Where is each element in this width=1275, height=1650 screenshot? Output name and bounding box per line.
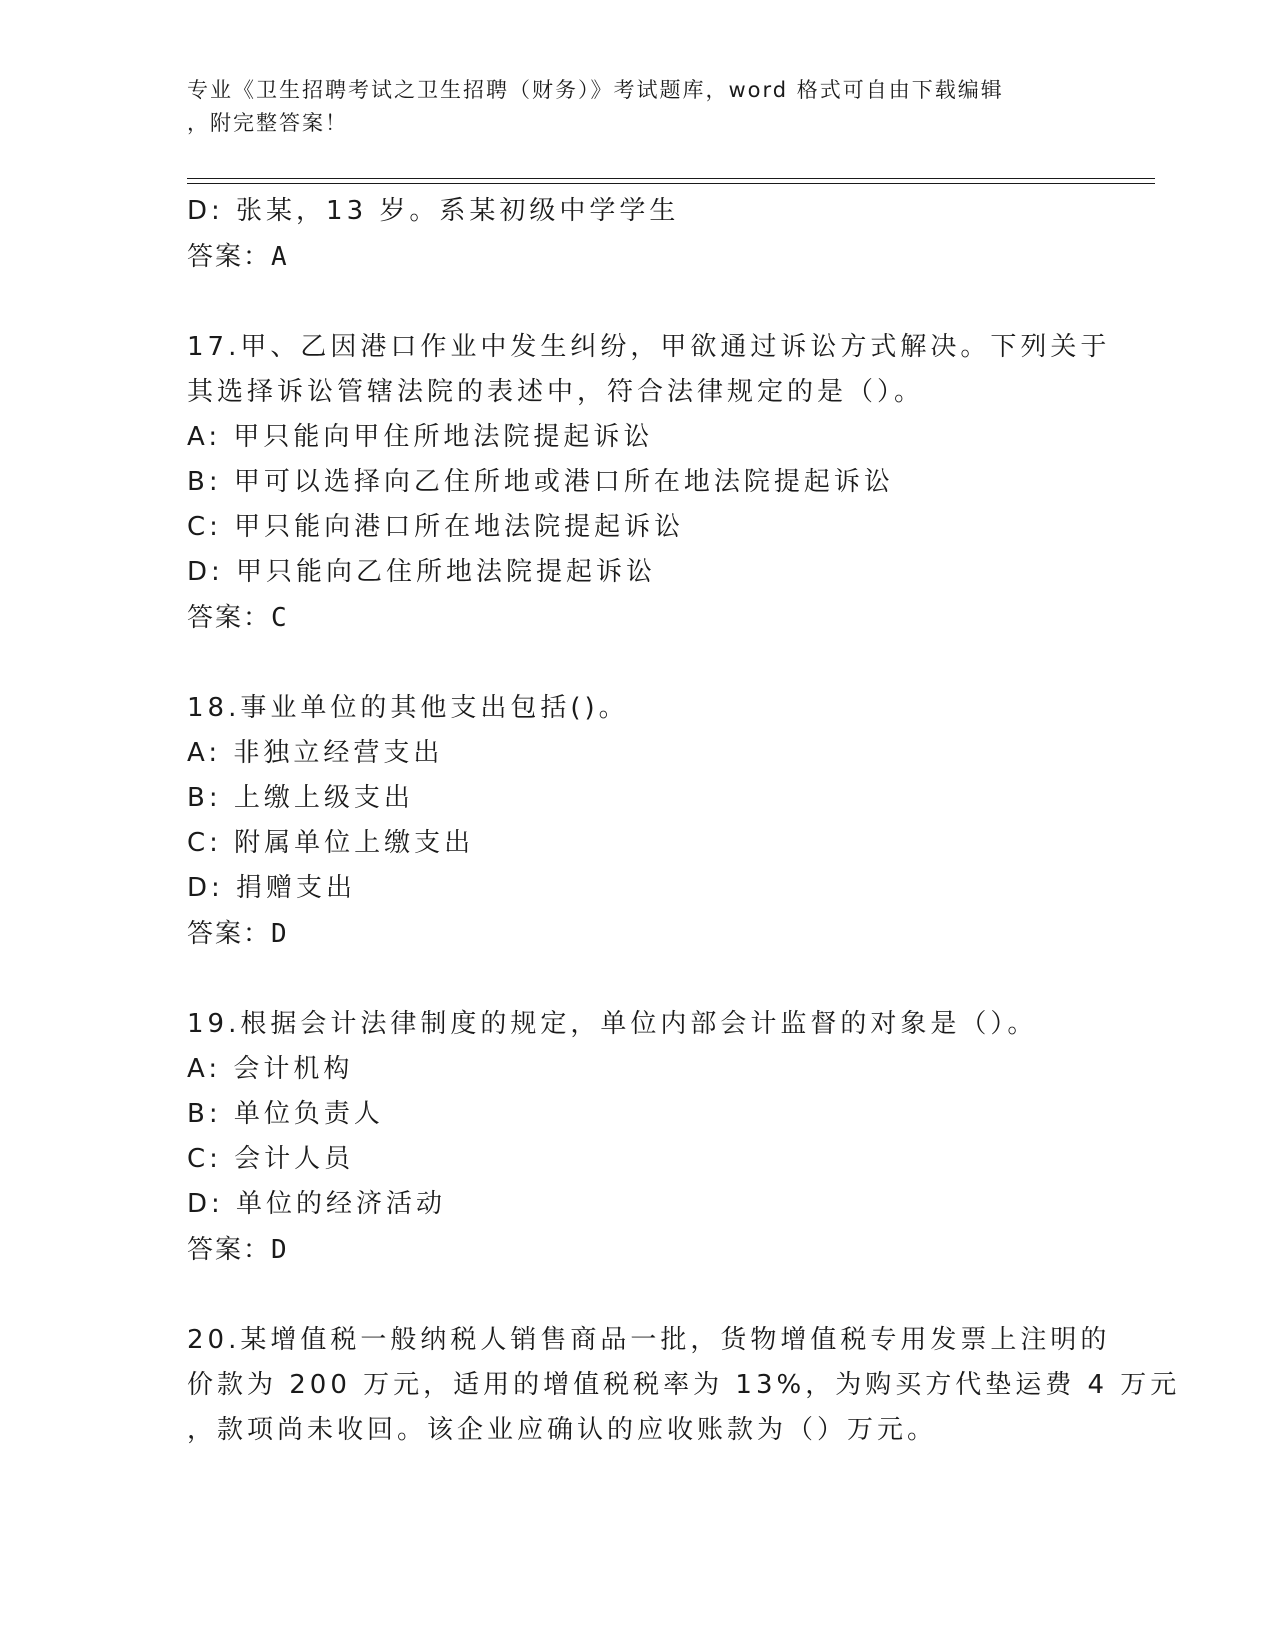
option-c: C: 附属单位上缴支出 [187, 828, 475, 858]
answer-line [187, 595, 1087, 642]
option-a: A: 非独立经营支出 [187, 738, 444, 768]
question-17 [187, 325, 1111, 642]
question-spacer [187, 642, 1087, 686]
question-18 [187, 686, 1087, 958]
header-divider-bottom [187, 183, 1155, 184]
question-stem-line: 价款为 200 万元，适用的增值税税率为 13%，为购买方代垫运费 4 万元 [187, 1370, 1181, 1400]
answer-line [187, 911, 1087, 958]
option-b: B: 甲可以选择向乙住所地或港口所在地法院提起诉讼 [187, 467, 894, 497]
answer-label: 答案： [187, 242, 272, 272]
option-d: D: 单位的经济活动 [187, 1189, 447, 1219]
question-stem-line: ，款项尚未收回。该企业应确认的应收账款为（）万元。 [187, 1415, 938, 1445]
answer-label: 答案： [187, 1235, 272, 1265]
option-a: A: 甲只能向甲住所地法院提起诉讼 [187, 422, 654, 452]
option-c: C: 甲只能向港口所在地法院提起诉讼 [187, 512, 685, 542]
question-spacer [187, 1274, 1087, 1318]
answer-line [187, 234, 1087, 281]
question-stem-line: 18.事业单位的其他支出包括()。 [187, 693, 629, 723]
question-20 [187, 1318, 1181, 1453]
option-d: D: 张某，13 岁。系某初级中学学生 [187, 196, 680, 226]
question-stem-line: 17.甲、乙因港口作业中发生纠纷，甲欲通过诉讼方式解决。下列关于 [187, 332, 1111, 362]
question-stem-line: 19.根据会计法律制度的规定，单位内部会计监督的对象是（）。 [187, 1009, 1038, 1039]
option-b: B: 上缴上级支出 [187, 783, 414, 813]
answer-label: 答案： [187, 603, 272, 633]
option-c: C: 会计人员 [187, 1144, 355, 1174]
question-spacer [187, 958, 1087, 1002]
header-line-1: 专业《卫生招聘考试之卫生招聘（财务）》考试题库，word 格式可自由下载编辑 [187, 78, 1004, 102]
header-line-2: ，附完整答案！ [187, 111, 348, 135]
header-divider-top [187, 178, 1155, 179]
option-b: B: 单位负责人 [187, 1099, 384, 1129]
question-16-fragment [187, 189, 1087, 281]
document-header [187, 74, 1087, 140]
question-stem-line: 20.某增值税一般纳税人销售商品一批，货物增值税专用发票上注明的 [187, 1325, 1111, 1355]
answer-value: C [271, 603, 289, 633]
answer-value: A [271, 242, 289, 272]
question-19 [187, 1002, 1087, 1274]
answer-line [187, 1227, 1087, 1274]
answer-value: D [271, 919, 289, 949]
option-a: A: 会计机构 [187, 1054, 354, 1084]
answer-label: 答案： [187, 919, 272, 949]
option-d: D: 甲只能向乙住所地法院提起诉讼 [187, 557, 657, 587]
question-stem-line: 其选择诉讼管辖法院的表述中，符合法律规定的是（）。 [187, 377, 925, 407]
option-d: D: 捐赠支出 [187, 873, 357, 903]
document-body [187, 189, 1181, 1453]
answer-value: D [271, 1235, 289, 1265]
question-spacer [187, 281, 1087, 325]
